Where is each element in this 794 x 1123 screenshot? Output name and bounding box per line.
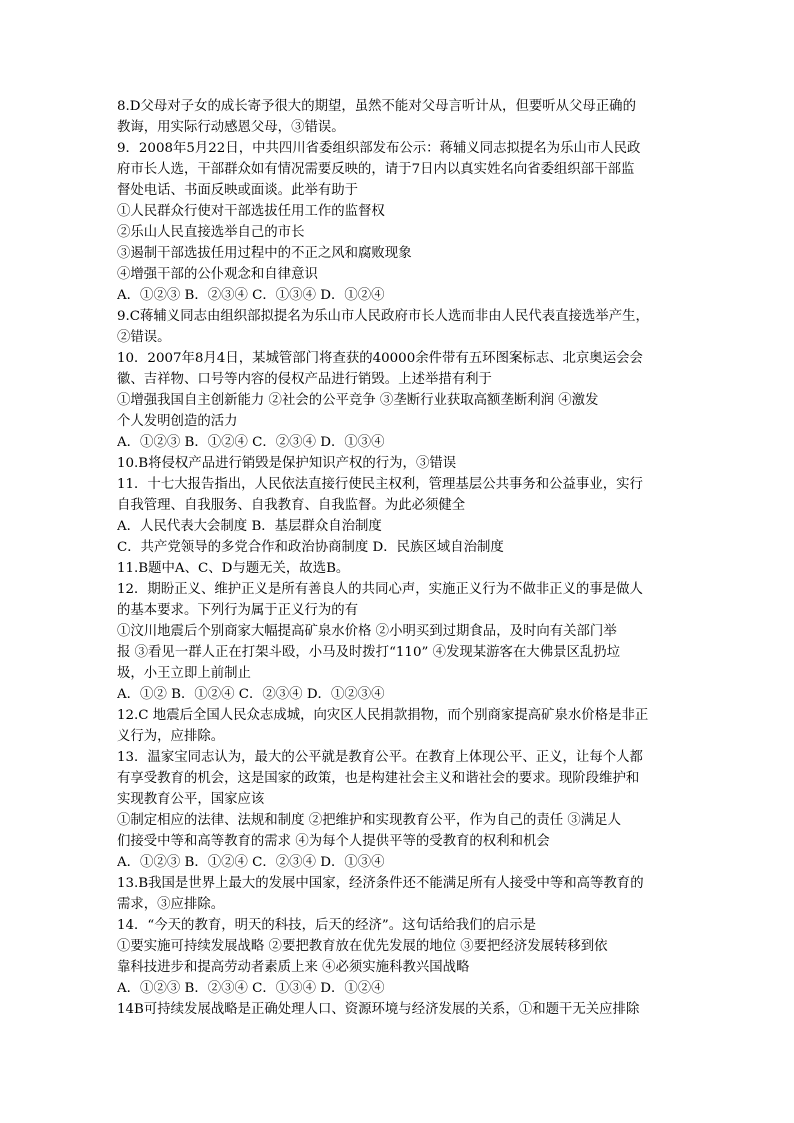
- text-line: 14B可持续发展战略是正确处理人口、资源环境与经济发展的关系，①和题干无关应排除: [117, 1002, 640, 1017]
- text-line: ①要实施可持续发展战略 ②要把教育放在优先发展的地位 ③要把经济发展转移到依: [117, 939, 608, 954]
- text-line: A．人民代表大会制度 B．基层群众自治制度: [117, 519, 382, 534]
- text-line: ①制定相应的法律、法规和制度 ②把维护和实现教育公平，作为自己的责任 ③满足人: [117, 813, 621, 828]
- text-line: 徽、吉祥物、口号等内容的侵权产品进行销毁。上述举措有利于: [117, 372, 492, 387]
- text-line: 13．温家宝同志认为，最大的公平就是教育公平。在教育上体现公平、正义，让每个人都: [117, 750, 643, 765]
- text-line: 有享受教育的机会，这是国家的政策，也是构建社会主义和谐社会的要求。现阶段维护和: [117, 771, 640, 786]
- text-line: 靠科技进步和提高劳动者素质上来 ④必须实施科教兴国战略: [117, 960, 470, 975]
- text-line: A．①②③ B．①②④ C．②③④ D．①③④: [117, 855, 385, 870]
- text-line: 8.D父母对子女的成长寄予很大的期望，虽然不能对父母言听计从，但要听从父母正确的: [117, 99, 636, 114]
- text-line: 9.C蒋辅义同志由组织部拟提名为乐山市人民政府市长人选而非由人民代表直接选举产生，: [117, 309, 649, 324]
- text-line: ①汶川地震后个别商家大幅提高矿泉水价格 ②小明买到过期食品，及时向有关部门举: [117, 624, 617, 639]
- text-line: ②错误。: [117, 330, 171, 345]
- text-line: 10．2007年8月4日，某城管部门将查获的40000余件带有五环图案标志、北京奥运会会: [117, 351, 643, 366]
- text-line: 督处电话、书面反映或面谈。此举有助于: [117, 183, 359, 198]
- text-line: 12．期盼正义、维护正义是所有善良人的共同心声，实施正义行为不做非正义的事是做人: [117, 582, 643, 597]
- text-line: ①增强我国自主创新能力 ②社会的公平竞争 ③垄断行业获取高额垄断利润 ④激发: [117, 393, 599, 408]
- text-line: C．共产党领导的多党合作和政治协商制度 D．民族区域自治制度: [117, 540, 504, 555]
- text-line: 14．“今天的教育，明天的科技，后天的经济”。这句话给我们的启示是: [117, 918, 537, 933]
- text-line: 需求，③应排除。: [117, 897, 225, 912]
- text-line: 13.B我国是世界上最大的发展中国家，经济条件还不能满足所有人接受中等和高等教育的: [117, 876, 644, 891]
- text-line: A．①② B．①②④ C．②③④ D．①②③④: [117, 687, 385, 702]
- text-line: 圾，小王立即上前制止: [117, 666, 251, 681]
- text-line: 们接受中等和高等教育的需求 ④为每个人提供平等的受教育的权利和机会: [117, 834, 550, 849]
- text-line: 教诲，用实际行动感恩父母，③错误。: [117, 120, 345, 135]
- text-line: 实现教育公平，国家应该: [117, 792, 265, 807]
- text-line: 11．十七大报告指出，人民依法直接行使民主权利，管理基层公共事务和公益事业，实行: [117, 477, 643, 492]
- text-line: 12.C 地震后全国人民众志成城，向灾区人民捐款捐物，而个别商家提高矿泉水价格是非正: [117, 708, 649, 723]
- text-line: ②乐山人民直接选举自己的市长: [117, 225, 305, 240]
- document-page: [117, 96, 682, 1020]
- text-line: 府市长人选，干部群众如有情况需要反映的，请于7日内以真实姓名向省委组织部干部监: [117, 162, 635, 177]
- text-line: A．①②③ B．②③④ C．①③④ D．①②④: [117, 981, 385, 996]
- text-line: 10.B将侵权产品进行销毁是保护知识产权的行为，③错误: [117, 456, 457, 471]
- text-line: 9．2008年5月22日，中共四川省委组织部发布公示：蒋辅义同志拟提名为乐山市人民政: [117, 141, 641, 156]
- text-line: ④增强干部的公仆观念和自律意识: [117, 267, 318, 282]
- text-line: ③遏制干部选拔任用过程中的不正之风和腐败现象: [117, 246, 412, 261]
- text-line: 11.B题中A、C、D与题无关，故选B。: [117, 561, 350, 576]
- text-line: A．①②③ B．②③④ C．①③④ D．①②④: [117, 288, 385, 303]
- text-line: A．①②③ B．①②④ C．②③④ D．①③④: [117, 435, 385, 450]
- text-line: 的基本要求。下列行为属于正义行为的有: [117, 603, 359, 618]
- text-line: 义行为，应排除。: [117, 729, 225, 744]
- text-line: 报 ③看见一群人正在打架斗殴，小马及时拨打“110” ④发现某游客在大佛景区乱扔垃: [117, 645, 621, 660]
- text-line: 个人发明创造的活力: [117, 414, 238, 429]
- text-line: ①人民群众行使对干部选拔任用工作的监督权: [117, 204, 385, 219]
- text-line: 自我管理、自我服务、自我教育、自我监督。为此必须健全: [117, 498, 466, 513]
